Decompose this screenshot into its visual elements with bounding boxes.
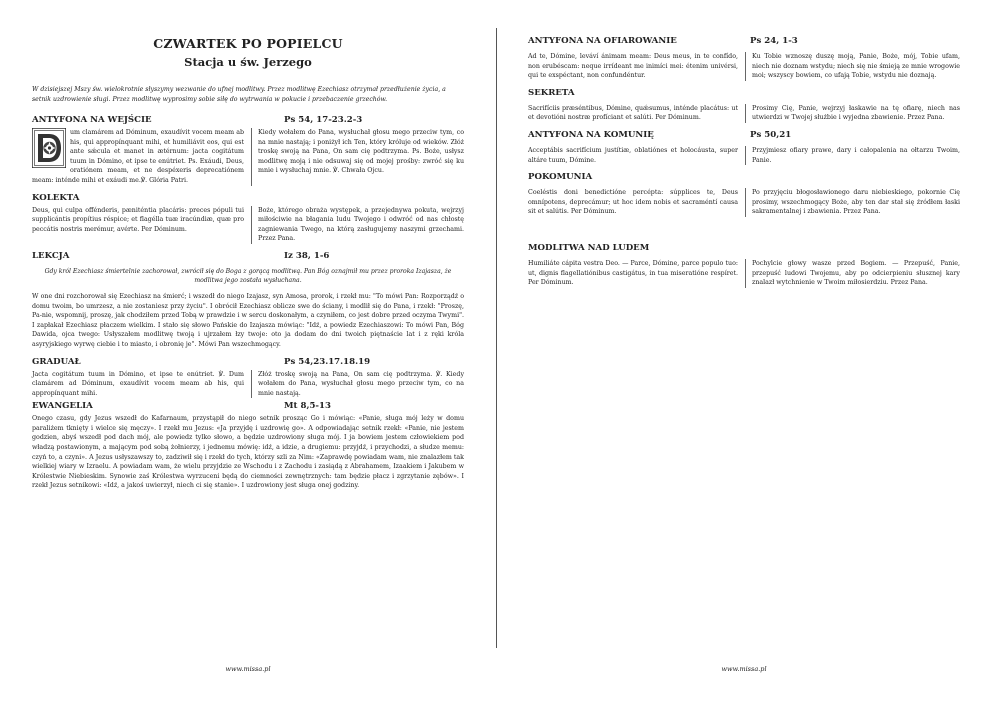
collect-latin: Deus, qui culpa offénderis, pæniténtia placáris: preces pópuli tui supplicántis propítius réspice; et flagélla tuæ iracúndiæ, quæ pro peccátis nostris merémur, avérte. Per Dóminum. <box>32 206 244 233</box>
collect-polish: Boże, którego obraża występek, a przejednywa pokuta, wejrzyj miłościwie na błagania ludu Twojego i odwróć od nas chłostę zagniewania Twego, na którą zasługujemy naszymi grzechami. Przez Pana. <box>251 206 464 244</box>
gospel-heading: EWANGELIA <box>32 401 93 412</box>
page-divider <box>496 28 497 648</box>
offertory-heading: ANTYFONA NA OFIAROWANIE <box>528 36 677 46</box>
left-page <box>32 0 464 701</box>
introit-polish: Kiedy wołałem do Pana, wysłuchał głosu mego przeciw tym, co na mnie nastają; i poniżył ich Ten, który króluje od wieków. Złóż troskę swoją na Pana, On sam cię podtrzyma. Ps. Boże, usłysz modlitwę moją i nie odsuwaj się od mojej prośby: zwróć się ku mnie i wysłuchaj mnie. ℣. Chwała Ojcu. <box>251 128 464 186</box>
intro-text: W dzisiejszej Mszy św. wielokrotnie słyszymy wezwanie do ufnej modlitwy. Przez modlitwę Ezechiasz otrzymał przedłużenie życia, a setnik uzdrowienie sługi. Przez modlitwę wyprosimy sobie siłę do wytrwania w pokucie i przebaczenie grzechów. <box>32 86 446 103</box>
lesson-rubric: Gdy król Ezechiasz śmiertelnie zachorował, zwrócił się do Boga z gorącą modlitwą. Pan Bóg oznajmił mu przez proroka Izajasza, że modlitwa jego została wysłuchana. <box>44 267 452 285</box>
secret-polish: Prosimy Cię, Panie, wejrzyj łaskawie na tę ofiarę, niech nas utwierdzi w Twojej służbie i wyjedna zbawienie. Przez Pana. <box>745 104 960 123</box>
communion-latin: Acceptábis sacrifícium justítiæ, oblatiónes et holocáusta, super altáre tuum, Dómine. <box>528 146 738 164</box>
gospel-section <box>32 401 464 491</box>
gradual-heading: GRADUAŁ <box>32 356 81 367</box>
lesson-ref: Iz 38, 1-6 <box>284 250 330 261</box>
postcommunion-section <box>528 172 960 217</box>
over-people-latin: Humiliáte cápita vestra Deo. — Parce, Dómine, parce populo tuo: ut, dignis flagellatiónibus castigátus, in tua miseratióne respíret. Per Dóminum. <box>528 259 738 287</box>
introit-latin: um clamárem ad Dóminum, exaudívit vocem meam ab his, qui appropínquant mihi, et humiliávit eos, qui est ante sǽcula et manet in ætérnum: jacta cogitátum tuum in Dómino, et ipse te enútriet. Ps. Exáudi, Deus, oratiónem meam, et ne despéxeris deprecatiónem meam: inténde mihi et exáudi me.℣. Glória Patri. <box>32 129 244 184</box>
secret-latin: Sacrifíciis præséntibus, Dómine, quǽsumus, inténde placátus: ut et devotióni nostræ profíciant et salúti. Per Dóminum. <box>528 104 738 122</box>
communion-section <box>528 130 960 165</box>
secret-section <box>528 88 960 123</box>
footer-link[interactable]: www.missa.pl <box>225 665 271 673</box>
gospel-text: Onego czasu, gdy Jezus wszedł do Kafarnaum, przystąpił do niego setnik prosząc Go i mówiąc: «Panie, sługa mój leży w domu paraliżem tknięty i wielce się męczy». I rzekł mu Jezus: «Ja przyjdę i uzdrowię go». A odpowiadając setnik rzekł: «Panie, nie jestem godzien, abyś wszedł pod dach mój, ale powiedz tylko słowo, a będzie uzdrowiony sługa mój. I ja bowiem jestem człowiekiem pod władzą postawionym, a mającym pod sobą żołnierzy, i jednemu mówię: idź, a idzie, a drugiemu: przyjdź, i przychodzi, a słudze memu: czyń to, a czyni». A Jezus usłyszawszy to, zadziwił się i rzekł do tych, którzy szli za Nim: «Zaprawdę powiadam wam, nie znalazłem tak wielkiej wiary w Izraelu. A powiadam wam, że wielu przyjdzie ze Wschodu i z Zachodu i zasiądą z Abrahamem, Izaakiem i Jakubem w Królestwie Niebieskim. Synowie zaś Królestwa wyrzuceni będą do ciemności zewnętrznych: tam będzie płacz i zgrzytanie zębów». I rzekł Jezus setnikowi: «Idź, a jakoś uwierzył, niech ci się stanie». I uzdrowiony jest sługa onej godziny. <box>32 415 464 490</box>
offertory-latin: Ad te, Dómine, leváví ánimam meam: Deus meus, in te confído, non erubéscam: neque irrídeant me inimíci mei: étenim univérsi, qui te exspéctant, non confundéntur. <box>528 53 738 80</box>
offertory-section <box>528 36 960 81</box>
secret-heading: SEKRETA <box>528 87 575 98</box>
introit-section <box>32 115 464 186</box>
gradual-latin: Jacta cogitátum tuum in Dómino, et ipse te enútriet. ℣. Dum clamárem ad Dóminum, exaudívit vocem meam ab his, qui appropínquant mihi. <box>32 370 244 397</box>
over-people-polish: Pochylcie głowy wasze przed Bogiem. — Przepuść, Panie, przepuść ludowi Twojemu, aby po odcierpieniu słusznej kary znalazł wytchnienie w Twoim miłosierdziu. Przez Pana. <box>745 259 960 288</box>
collect-section <box>32 193 464 244</box>
communion-polish: Przyjmiesz ofiary prawe, dary i całopalenia na ołtarzu Twoim, Panie. <box>745 146 960 165</box>
footer-link[interactable]: www.missa.pl <box>721 665 767 673</box>
lesson-heading: LEKCJA <box>32 250 70 261</box>
lesson-section <box>32 251 464 350</box>
section-header <box>32 115 464 125</box>
page-subtitle: Stacja u św. Jerzego <box>184 55 312 69</box>
gospel-ref: Mt 8,5-13 <box>284 401 331 412</box>
introit-ref: Ps 54, 17-23.2-3 <box>284 115 363 125</box>
offertory-ref: Ps 24, 1-3 <box>750 36 798 46</box>
postcommunion-latin: Coeléstis doni benedictióne percépta: súpplices te, Deus omnípotens, deprecámur; ut hoc idem nobis et sacraméntí causa sit et salútis. Per Dóminum. <box>528 189 738 216</box>
over-people-heading: MODLITWA NAD LUDEM <box>528 242 650 253</box>
introit-heading: ANTYFONA NA WEJŚCIE <box>32 115 152 125</box>
communion-heading: ANTYFONA NA KOMUNIĘ <box>528 129 654 140</box>
gradual-section <box>32 357 464 399</box>
page-title: CZWARTEK PO POPIELCU <box>153 36 343 51</box>
gradual-polish: Złóż troskę swoją na Pana, On sam cię podtrzyma. ℣. Kiedy wołałem do Pana, wysłuchał głosu mego przeciw tym, co na mnie nastają. <box>251 370 464 399</box>
postcommunion-polish: Po przyjęciu błogosławionego daru niebieskiego, pokornie Cię prosimy, wszechmogący Boże, aby ten dar stał się źródłem łaski sakramentalnej i zbawienia. Przez Pana. <box>745 188 960 217</box>
introit-columns <box>32 128 464 186</box>
postcommunion-heading: POKOMUNIA <box>528 172 593 183</box>
gradual-ref: Ps 54,23.17.18.19 <box>284 356 371 367</box>
right-page <box>528 0 960 701</box>
offertory-polish: Ku Tobie wznoszę duszę moją, Panie, Boże, mój, Tobie ufam, niech nie doznam wstydu; niech się nie śmieją ze mnie wrogowie moi; wszyscy bowiem, co ufają Tobie, wstydu nie doznają. <box>745 52 960 81</box>
communion-ref: Ps 50,21 <box>750 129 792 140</box>
over-people-section <box>528 243 960 288</box>
lesson-text: W one dni rozchorował się Ezechiasz na śmierć; i wszedł do niego Izajasz, syn Amosa, prorok, i rzekł mu: "To mówi Pan: Rozporządź o domu twoim, bo umrzesz, a nie zostaniesz przy życiu". I obrócił Ezechiasz oblicze swe do ściany, i modlił się do Pana, i rzekł: "Proszę, Pa-nie, wspomnij, proszę, jak chodziłem przed Tobą w prawdzie i w sercu doskonałym, a czyniłem, co jest dobre przed oczyma Twymi". I zapłakał Ezechiasz płaczem wielkim. I stało się słowo Pańskie do Izajasza mówiąc: "Idź, a powiedz Ezechiaszowi: To mówi Pan, Bóg Dawida, ojca twego: Usłyszałem modlitwę twoją i ujrzałem łzy twoje: oto ja dodam do dni twoich piętnaście lat i z ręki króla asyryjskiego wyrwę ciebie i to miasto, i obronię je". Mówi Pan wszechmogący. <box>32 292 464 348</box>
collect-heading: KOLEKTA <box>32 192 80 203</box>
illuminated-initial-d <box>32 128 66 168</box>
